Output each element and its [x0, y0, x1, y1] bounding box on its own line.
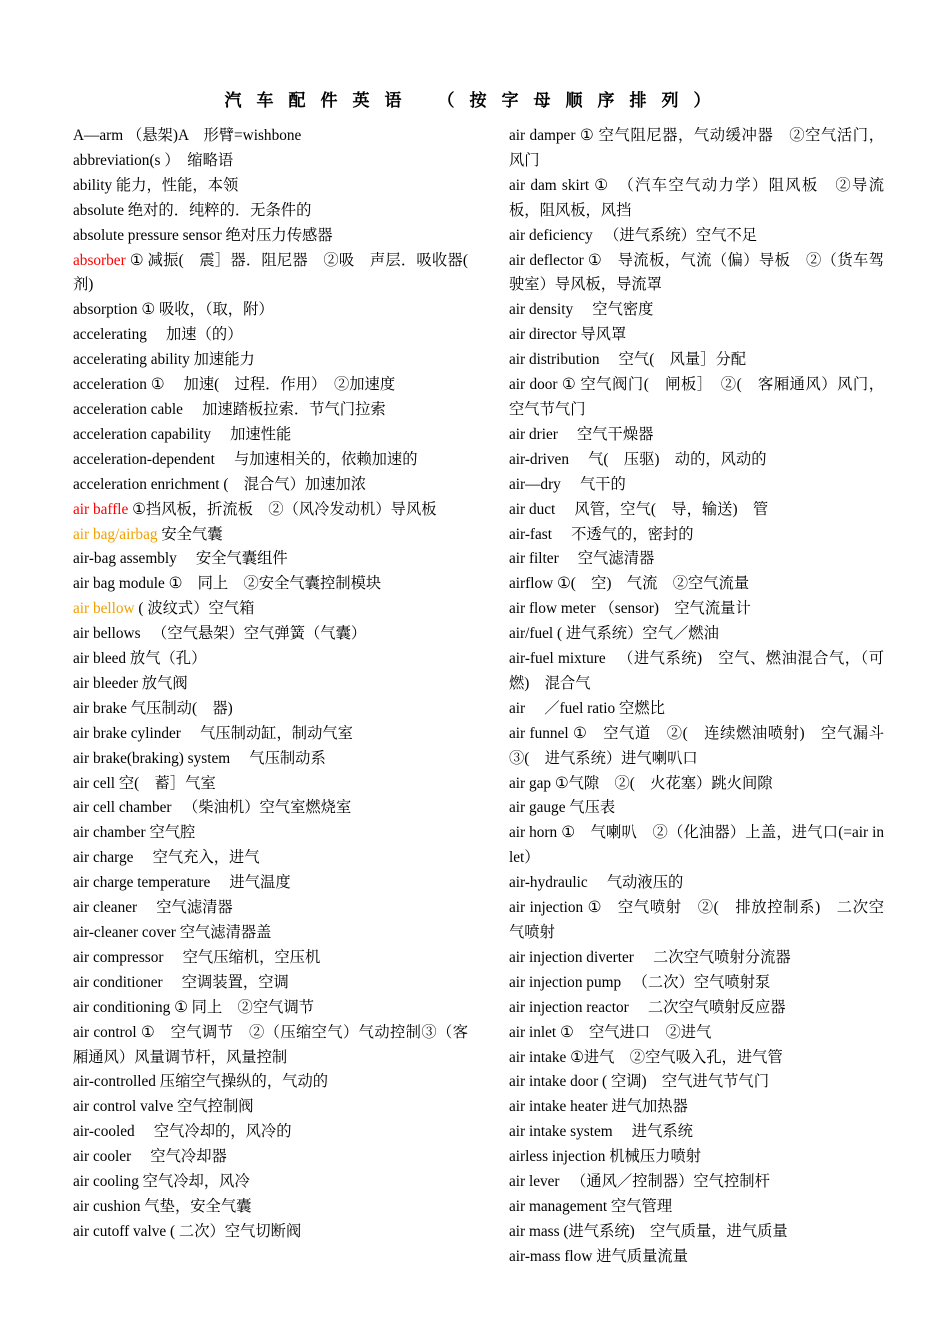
- entry-definition: ① 减振( 震］器．阻尼器 ②吸 声层．吸收器( 剂): [73, 251, 484, 294]
- entry-definition: 空气冷却器: [131, 1148, 227, 1166]
- glossary-entry: [73, 224, 468, 249]
- entry-term: air conditioning: [73, 998, 171, 1016]
- entry-term: airflow: [509, 575, 554, 593]
- entry-definition: 与加速相关的，依赖加速的: [214, 450, 418, 468]
- glossary-entry: [509, 722, 900, 772]
- glossary-entry: [509, 373, 884, 423]
- glossary-entry: [73, 373, 468, 398]
- entry-term: air bleed: [73, 650, 127, 668]
- entry-term: absolute pressure sensor: [73, 226, 222, 244]
- entry-definition: 空气压缩机，空压机: [163, 948, 321, 966]
- entry-definition: 空气干燥器: [557, 425, 654, 443]
- entry-definition: 加速性能: [211, 425, 292, 443]
- glossary-entry: [73, 398, 468, 423]
- glossary-entry: [509, 996, 884, 1021]
- entry-definition: 气干的: [560, 475, 626, 493]
- glossary-entry: [73, 672, 468, 697]
- glossary-entry: [73, 423, 468, 448]
- entry-definition: 气动液压的: [587, 874, 684, 892]
- entry-definition: ） 缩略语: [160, 151, 234, 169]
- entry-definition: ( 二次）空气切断阀: [166, 1222, 302, 1240]
- glossary-entry: [73, 572, 468, 597]
- entry-definition: ① 空气喷射 ②( 排放控制系) 二次空气喷射: [509, 899, 884, 941]
- glossary-entry: [509, 597, 884, 622]
- entry-term: accelerating: [73, 326, 147, 344]
- entry-term: air cutoff valve: [73, 1222, 167, 1240]
- entry-definition: 气压制动( 器): [126, 699, 233, 717]
- glossary-entry: [509, 1021, 884, 1046]
- glossary-entry: [73, 448, 468, 473]
- glossary-entry: [509, 523, 884, 548]
- entry-definition: ①挡风板，折流板 ②（风冷发动机）导风板: [128, 500, 437, 518]
- entry-term: air density: [509, 301, 574, 319]
- entry-term: air gap: [509, 774, 552, 792]
- entry-term: air bleeder: [73, 674, 138, 692]
- glossary-entry: [73, 697, 468, 722]
- entry-term: air chamber: [73, 824, 146, 842]
- entry-term: air intake heater: [509, 1098, 608, 1116]
- entry-term: abbreviation(s: [73, 151, 161, 169]
- entry-term: air-fuel mixture: [509, 650, 606, 668]
- entry-definition: 空气冷却，风冷: [138, 1173, 250, 1191]
- glossary-entry: [73, 996, 468, 1021]
- entry-definition: 加速踏板拉索．节气门拉索: [182, 400, 386, 418]
- glossary-entry: [509, 1120, 884, 1145]
- entry-term: air lever: [509, 1173, 560, 1191]
- entry-definition: 空气管理: [607, 1197, 673, 1215]
- entry-term: air bellows: [73, 625, 141, 643]
- glossary-entry: [509, 1070, 884, 1095]
- entry-term: air control: [73, 1023, 137, 1041]
- entry-term: air brake cylinder: [73, 724, 181, 742]
- entry-definition: 安全气囊组件: [176, 550, 288, 568]
- entry-definition: 空气密度: [573, 301, 654, 319]
- glossary-entry: [73, 1195, 468, 1220]
- entry-definition: 进气加热器: [607, 1098, 688, 1116]
- entry-term: air deficiency: [509, 226, 593, 244]
- entry-term: air/fuel: [509, 625, 554, 643]
- glossary-entry: [509, 498, 884, 523]
- entry-term: air dam skirt: [509, 176, 590, 194]
- glossary-entry: [509, 323, 884, 348]
- glossary-entry: [73, 523, 468, 548]
- entry-definition: （悬架)A 形臂=wishbone: [123, 127, 302, 144]
- entry-definition: ① 加速( 过程．作用） ②加速度: [146, 376, 396, 394]
- entry-term: air deflector: [509, 251, 584, 269]
- entry-definition: 空气腔: [145, 824, 196, 842]
- entry-definition: 空气滤清器: [558, 550, 655, 568]
- entry-definition: 空气( 风量］分配: [599, 351, 747, 369]
- entry-definition: ①气隙 ②( 火花塞）跳火间隙: [551, 774, 773, 792]
- entry-term: air horn: [509, 824, 558, 842]
- glossary-entry: [509, 298, 884, 323]
- entry-definition: （sensor) 空气流量计: [595, 600, 751, 618]
- glossary-entry: [73, 821, 468, 846]
- entry-term: air brake: [73, 699, 127, 717]
- entry-term: air baffle: [73, 500, 129, 518]
- entry-term: air charge: [73, 849, 134, 867]
- entry-definition: 放气阀: [137, 674, 188, 692]
- entry-term: air cleaner: [73, 899, 138, 917]
- glossary-entry: [73, 473, 468, 498]
- entry-definition: 压缩空气操纵的，气动的: [155, 1073, 329, 1091]
- glossary-entry: [73, 1120, 468, 1145]
- glossary-entry: [509, 249, 884, 299]
- entry-definition: 导风罩: [576, 326, 627, 344]
- glossary-entry: [509, 448, 884, 473]
- entry-term: air bag module: [73, 575, 165, 593]
- entry-term: air-fast: [509, 525, 553, 543]
- glossary-entry: [73, 498, 468, 523]
- entry-term: air injection reactor: [509, 998, 629, 1016]
- entry-definition: ① 同上 ②空气调节: [170, 998, 315, 1016]
- glossary-entry: [73, 1170, 468, 1195]
- entry-term: air door: [509, 376, 558, 394]
- entry-definition: 进气温度: [210, 874, 291, 892]
- glossary-entry: [509, 821, 884, 871]
- entry-definition: 气压制动缸，制动气室: [180, 724, 353, 742]
- entry-term: air distribution: [509, 351, 600, 369]
- entry-definition: 二次空气喷射分流器: [633, 948, 791, 966]
- glossary-entry: [509, 1046, 884, 1071]
- entry-term: air cushion: [73, 1197, 141, 1215]
- glossary-entry: [73, 896, 468, 921]
- entry-definition: （二次）空气喷射泵: [621, 973, 771, 991]
- entry-term: air-cleaner cover: [73, 924, 176, 941]
- entry-term: air funnel: [509, 724, 569, 742]
- entry-term: air damper: [509, 127, 576, 144]
- entry-definition: ① 气喇叭 ②（化油器）上盖，进气口(=air inlet）: [509, 824, 884, 867]
- glossary-entry: [509, 647, 884, 697]
- glossary-entry: [73, 796, 468, 821]
- entry-definition: （空气悬架）空气弹簧（气囊）: [140, 625, 367, 643]
- glossary-entry: [509, 1095, 884, 1120]
- glossary-entry: [73, 298, 468, 323]
- entry-definition: 气压表: [565, 799, 616, 817]
- glossary-entry: [509, 772, 884, 797]
- glossary-entry: [73, 1070, 468, 1095]
- page-title: 汽车配件英语 （按字母顺序排列）: [224, 91, 726, 111]
- entry-term: air bag/airbag: [73, 525, 158, 543]
- entry-definition: 能力，性能，本领: [112, 176, 239, 194]
- entry-definition: ( 空调) 空气进气节气门: [598, 1073, 770, 1091]
- glossary-entry: [509, 896, 884, 946]
- entry-term: air injection pump: [509, 973, 622, 991]
- entry-term: air injection: [509, 899, 584, 917]
- entry-definition: ／fuel ratio 空燃比: [525, 699, 665, 717]
- glossary-entry: [509, 473, 884, 498]
- entry-term: air drier: [509, 425, 558, 443]
- glossary-entry: [73, 971, 468, 996]
- entry-definition: 绝对的．纯粹的．无条件的: [123, 201, 312, 219]
- entry-term: air-cooled: [73, 1123, 135, 1141]
- glossary-entry: [73, 1145, 468, 1170]
- entry-definition: 二次空气喷射反应器: [628, 998, 786, 1016]
- glossary-entry: [73, 772, 468, 797]
- glossary-entry: [509, 1220, 884, 1245]
- entry-definition: （柴油机）空气室燃烧室: [171, 799, 352, 817]
- entry-definition: ①进气 ②空气吸入孔，进气管: [566, 1048, 783, 1066]
- entry-definition: ① 导流板，气流（偏）导板 ②（货车驾驶室）导风板，导流罩: [509, 251, 884, 294]
- glossary-entry: [73, 1021, 468, 1071]
- glossary-entry: [73, 547, 468, 572]
- entry-term: absolute: [73, 201, 124, 219]
- entry-definition: 不透气的，密封的: [552, 525, 694, 543]
- entry-term: air inlet: [509, 1023, 557, 1041]
- entry-definition: 气( 压驱) 动的，风动的: [569, 450, 767, 468]
- entry-term: air bellow: [73, 600, 135, 618]
- entry-definition: 放气（孔）: [126, 650, 207, 668]
- glossary-entry: [509, 423, 884, 448]
- entry-definition: 空气充入，进气: [133, 849, 260, 867]
- glossary-entry: [509, 348, 884, 373]
- entry-term: air director: [509, 326, 577, 344]
- entry-term: A—arm: [73, 127, 124, 144]
- entry-term: absorption: [73, 301, 138, 319]
- glossary-entry: [73, 622, 468, 647]
- glossary-entry: [73, 174, 468, 199]
- entry-term: air intake door: [509, 1073, 599, 1091]
- entry-definition: （进气系统）空气不足: [592, 226, 758, 244]
- entry-term: air brake(braking) system: [73, 749, 231, 767]
- glossary-entry: [509, 697, 884, 722]
- entry-definition: 空( 蓄］气室: [115, 774, 216, 792]
- entry-definition: ① 空气道 ②( 连续燃油喷射) 空气漏斗 ③( 进气系统）进气喇叭口: [509, 724, 900, 767]
- entry-term: airless injection: [509, 1148, 606, 1166]
- glossary-entry: [73, 323, 468, 348]
- entry-term: acceleration-dependent: [73, 450, 215, 468]
- glossary-entry: [73, 124, 468, 149]
- glossary-entry: [509, 124, 884, 174]
- entry-definition: 空气冷却的，风冷的: [134, 1123, 292, 1141]
- glossary-entry: [73, 647, 468, 672]
- entry-definition: 空气滤清器盖: [175, 924, 272, 941]
- entry-definition: ( 波纹式）空气箱: [134, 600, 255, 618]
- entry-term: air management: [509, 1197, 608, 1215]
- entry-definition: （进气系统) 空气、燃油混合气，（可燃) 混合气: [509, 650, 884, 692]
- glossary-entry: [509, 796, 884, 821]
- entry-definition: 进气质量流量: [592, 1247, 688, 1265]
- entry-term: air-driven: [509, 450, 569, 468]
- entry-term: air cooler: [73, 1148, 132, 1166]
- glossary-entry: [509, 622, 884, 647]
- entry-definition: 气压制动系: [230, 749, 326, 767]
- entry-definition: （通风／控制器）空气控制杆: [559, 1173, 770, 1191]
- right-column: [509, 124, 900, 1270]
- entry-term: air control valve: [73, 1098, 174, 1116]
- entry-term: air intake system: [509, 1123, 613, 1141]
- left-column: [73, 124, 484, 1245]
- glossary-entry: [73, 149, 468, 174]
- glossary-entry: [73, 597, 468, 622]
- glossary-entry: [509, 1145, 884, 1170]
- entry-definition: 空气控制阀: [173, 1098, 254, 1116]
- glossary-entry: [509, 946, 884, 971]
- entry-term: air duct: [509, 500, 556, 518]
- entry-term: air injection diverter: [509, 948, 634, 966]
- entry-definition: ① 空气阻尼器，气动缓冲器 ②空气活门，风门: [509, 127, 884, 169]
- entry-definition: 空调装置，空调: [162, 973, 289, 991]
- entry-definition: 风管，空气( 导，输送) 管: [555, 500, 769, 518]
- glossary-entry: [73, 1095, 468, 1120]
- entry-definition: ① （汽车空气动力学）阻风板 ②导流板，阻风板，风挡: [509, 176, 884, 219]
- glossary-entry: [73, 846, 468, 871]
- glossary-entry: [73, 722, 468, 747]
- entry-term: air charge temperature: [73, 874, 211, 892]
- glossary-entry: [73, 747, 468, 772]
- entry-term: air-hydraulic: [509, 874, 588, 892]
- entry-definition: ① 空气阀门( 闸板］ ②( 客厢通风）风门，空气节气门: [509, 376, 885, 418]
- entry-term: acceleration cable: [73, 400, 183, 418]
- glossary-entry: [509, 1170, 884, 1195]
- glossary-entry: [509, 1245, 884, 1270]
- entry-definition: ( 进气系统）空气／燃油: [553, 625, 719, 643]
- entry-definition: ① 空气进口 ②进气: [556, 1023, 712, 1041]
- entry-term: air conditioner: [73, 973, 163, 991]
- glossary-entry: [73, 871, 468, 896]
- entry-term: air intake: [509, 1048, 567, 1066]
- glossary-entry: [73, 348, 468, 373]
- entry-term: acceleration capability: [73, 425, 212, 443]
- entry-term: absorber: [73, 251, 126, 269]
- entry-definition: 空气滤清器: [137, 899, 233, 917]
- glossary-entry: [73, 921, 468, 946]
- entry-definition: (进气系统) 空气质量，进气质量: [559, 1222, 788, 1240]
- entry-definition: 安全气囊: [157, 525, 223, 543]
- glossary-entry: [73, 199, 468, 224]
- entry-term: air flow meter: [509, 600, 596, 618]
- entry-term: acceleration: [73, 376, 147, 394]
- glossary-entry: [73, 1220, 468, 1245]
- glossary-entry: [509, 572, 884, 597]
- glossary-entry: [509, 174, 884, 224]
- entry-term: air—dry: [509, 475, 561, 493]
- entry-term: air gauge: [509, 799, 566, 817]
- glossary-entry: [509, 871, 884, 896]
- entry-term: air compressor: [73, 948, 164, 966]
- entry-term: accelerating ability: [73, 351, 190, 369]
- entry-definition: ① 吸收，（取，附）: [137, 301, 274, 319]
- glossary-entry: [509, 1195, 884, 1220]
- entry-term: air: [509, 699, 526, 717]
- glossary-entry: [509, 547, 884, 572]
- entry-definition: ①( 空) 气流 ②空气流量: [553, 575, 750, 593]
- glossary-entry: [73, 946, 468, 971]
- glossary-entry: [509, 971, 884, 996]
- entry-term: air cell chamber: [73, 799, 172, 817]
- entry-term: air filter: [509, 550, 559, 568]
- entry-term: air-bag assembly: [73, 550, 177, 568]
- entry-definition: 机械压力喷射: [605, 1148, 702, 1166]
- entry-term: air-controlled: [73, 1073, 156, 1091]
- entry-definition: ① 同上 ②安全气囊控制模块: [164, 575, 382, 593]
- entry-term: air cooling: [73, 1173, 139, 1191]
- entry-term: air-mass flow: [509, 1247, 593, 1265]
- entry-definition: ① 空气调节 ②（压缩空气）气动控制③（客厢通风）风量调节杆，风量控制: [73, 1023, 468, 1066]
- entry-term: air mass: [509, 1222, 560, 1240]
- entry-definition: 加速（的）: [146, 326, 243, 344]
- entry-definition: ( 混合气）加速加浓: [219, 475, 367, 493]
- entry-definition: 加速能力: [189, 351, 255, 369]
- glossary-entry: [509, 224, 884, 249]
- entry-term: acceleration enrichment: [73, 475, 220, 493]
- entry-term: ability: [73, 176, 113, 194]
- entry-definition: 绝对压力传感器: [221, 226, 333, 244]
- entry-definition: 气垫，安全气囊: [140, 1197, 252, 1215]
- entry-definition: 进气系统: [612, 1123, 693, 1141]
- entry-term: air cell: [73, 774, 116, 792]
- glossary-entry: [73, 249, 484, 299]
